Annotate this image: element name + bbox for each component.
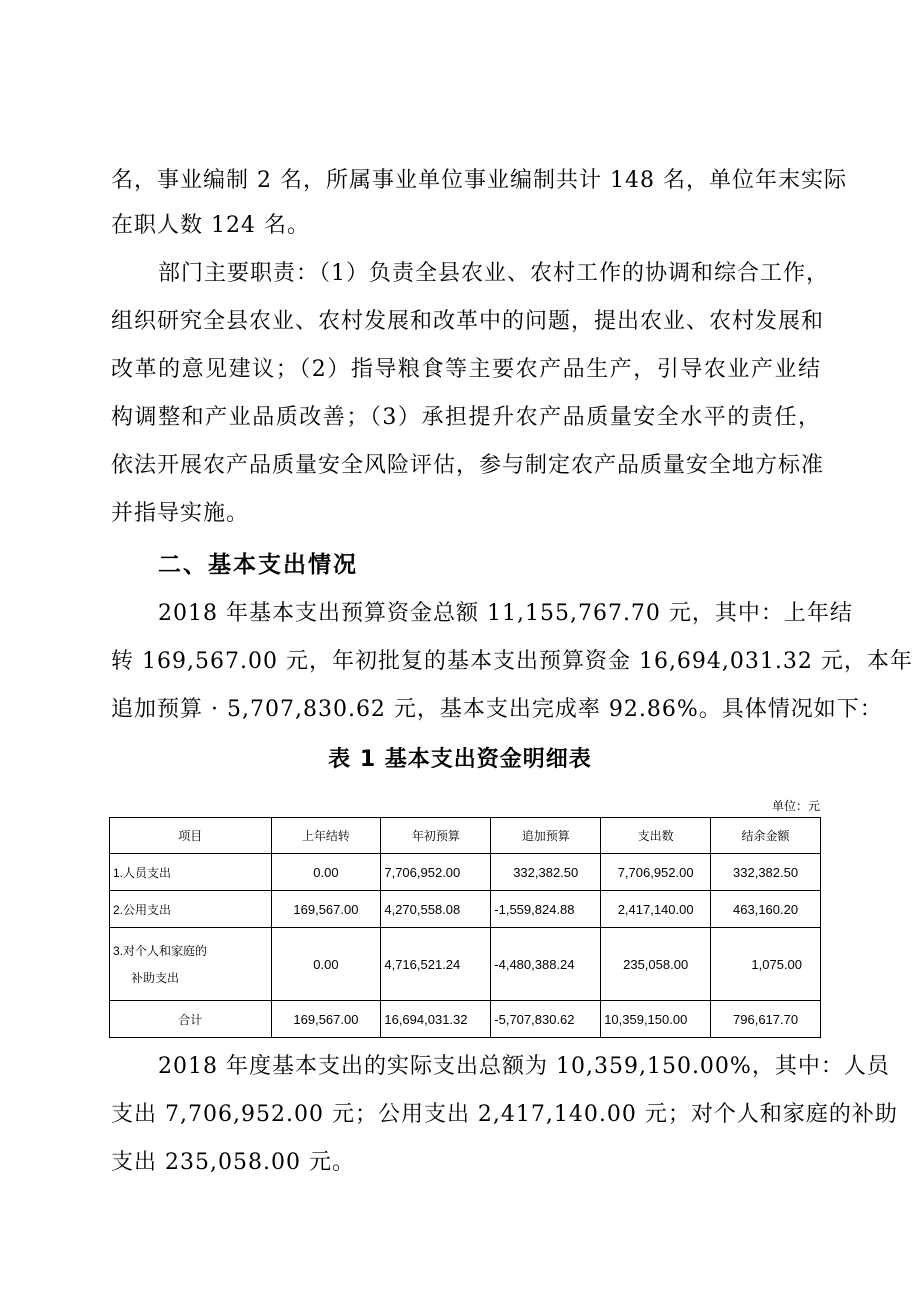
cell-initial-budget: 4,716,521.24 xyxy=(381,928,491,1001)
paragraph-1-line-1: 名，事业编制 2 名，所属事业单位事业编制共计 148 名，单位年末实际 xyxy=(111,168,847,193)
table-row xyxy=(110,891,821,928)
cell-expenditure: 2,417,140.00 xyxy=(601,891,711,928)
total-initial-budget: 16,694,031.32 xyxy=(381,1001,491,1038)
paragraph-2-line-5: 依法开展农产品质量安全风险评估，参与制定农产品质量安全地方标准 xyxy=(111,453,825,478)
cell-prior-carryover: 0.00 xyxy=(271,928,381,1001)
total-expenditure: 10,359,150.00 xyxy=(601,1001,711,1038)
paragraph-4-line-1: 2018 年度基本支出的实际支出总额为 10,359,150.00%，其中：人员 xyxy=(158,1054,890,1079)
total-prior-carryover: 169,567.00 xyxy=(271,1001,381,1038)
row-label-cell xyxy=(110,928,272,1001)
table-row xyxy=(110,854,821,891)
row-label: 3.对个人和家庭的 xyxy=(113,944,208,958)
paragraph-4-line-3: 支出 235,058.00 元。 xyxy=(111,1150,355,1175)
paragraph-2-line-2: 组织研究全县农业、农村发展和改革中的问题，提出农业、农村发展和 xyxy=(111,309,825,334)
cell-prior-carryover: 0.00 xyxy=(271,854,381,891)
table-unit: 单位：元 xyxy=(771,799,820,813)
cell-additional-budget: -4,480,388.24 xyxy=(491,928,601,1001)
paragraph-2-line-3: 改革的意见建议；（2）指导粮食等主要农产品生产，引导农业产业结 xyxy=(111,357,821,382)
table-title: 表 1 基本支出资金明细表 xyxy=(328,747,592,772)
total-label: 合计 xyxy=(110,1001,272,1038)
total-balance: 796,617.70 xyxy=(711,1001,821,1038)
header-balance: 结余金额 xyxy=(711,818,821,854)
paragraph-2-line-4: 构调整和产业品质改善；（3）承担提升农产品质量安全水平的责任， xyxy=(111,405,821,430)
paragraph-3-line-3: 追加预算 · 5,707,830.62 元，基本支出完成率 92.86%。具体情况如下： xyxy=(111,697,883,722)
header-prior-carryover: 上年结转 xyxy=(271,818,381,854)
paragraph-1-line-2: 在职人数 124 名。 xyxy=(111,213,310,238)
cell-additional-budget: 332,382.50 xyxy=(491,854,601,891)
paragraph-4-line-2: 支出 7,706,952.00 元；公用支出 2,417,140.00 元；对个人和家庭的补助 xyxy=(111,1102,898,1127)
cell-initial-budget: 7,706,952.00 xyxy=(381,854,491,891)
table-header-row xyxy=(110,818,821,854)
paragraph-3-line-2: 转 169,567.00 元，年初批复的基本支出预算资金 16,694,031.32 元，本年 xyxy=(111,649,913,674)
paragraph-2-line-6: 并指导实施。 xyxy=(111,501,250,526)
header-additional-budget: 追加预算 xyxy=(491,818,601,854)
cell-balance: 332,382.50 xyxy=(711,854,821,891)
expense-detail-table xyxy=(109,817,821,1038)
paragraph-3-line-1: 2018 年基本支出预算资金总额 11,155,767.70 元，其中：上年结 xyxy=(158,601,853,626)
cell-expenditure: 235,058.00 xyxy=(601,928,711,1001)
paragraph-2-line-1: 部门主要职责：（1）负责全县农业、农村工作的协调和综合工作， xyxy=(158,261,829,286)
table-row xyxy=(110,928,821,1001)
cell-expenditure: 7,706,952.00 xyxy=(601,854,711,891)
cell-balance: 463,160.20 xyxy=(711,891,821,928)
header-expenditure: 支出数 xyxy=(601,818,711,854)
table-total-row xyxy=(110,1001,821,1038)
row-label: 2.公用支出 xyxy=(110,891,272,928)
section-heading: 二、基本支出情况 xyxy=(158,552,358,578)
cell-initial-budget: 4,270,558.08 xyxy=(381,891,491,928)
cell-balance: 1,075.00 xyxy=(711,928,821,1001)
row-label-continued: 补助支出 xyxy=(131,971,180,985)
row-label: 1.人员支出 xyxy=(110,854,272,891)
header-initial-budget: 年初预算 xyxy=(381,818,491,854)
total-additional-budget: -5,707,830.62 xyxy=(491,1001,601,1038)
cell-additional-budget: -1,559,824.88 xyxy=(491,891,601,928)
header-item: 项目 xyxy=(110,818,272,854)
cell-prior-carryover: 169,567.00 xyxy=(271,891,381,928)
